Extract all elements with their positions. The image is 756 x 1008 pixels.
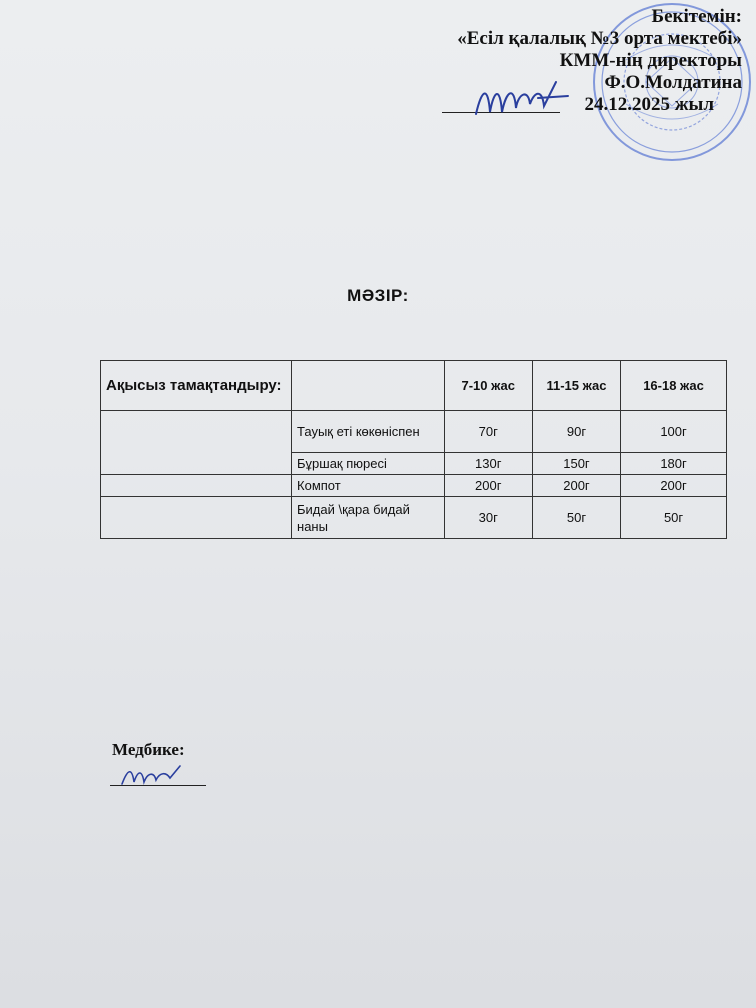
approval-line-2: «Есіл қалалық №3 орта мектебі»: [457, 28, 742, 49]
director-signature: [472, 78, 572, 122]
table-cell: 200г: [621, 475, 727, 497]
table-cell: 150г: [532, 453, 620, 475]
table-header-cell: 7-10 жас: [444, 361, 532, 411]
table-cell: Тауық еті көкөніспен: [292, 411, 445, 453]
table-row: [101, 497, 727, 539]
table-row: [101, 475, 727, 497]
table-cell: Бұршақ пюресі: [292, 453, 445, 475]
nurse-label: Медбике:: [112, 740, 185, 759]
table-header-cell: [292, 361, 445, 411]
approval-line-4: Ф.О.Молдатина: [604, 72, 742, 93]
table-cell: Бидай \қара бидай наны: [292, 497, 445, 539]
table-cell: 50г: [621, 497, 727, 539]
table-header-cell: 11-15 жас: [532, 361, 620, 411]
table-cell: 70г: [444, 411, 532, 453]
table-cell: [101, 475, 292, 497]
table-cell: 90г: [532, 411, 620, 453]
table-cell: 180г: [621, 453, 727, 475]
table-cell: [101, 497, 292, 539]
menu-table: [100, 360, 727, 539]
table-cell: 130г: [444, 453, 532, 475]
table-header-row: [101, 361, 727, 411]
table-cell: 50г: [532, 497, 620, 539]
table-cell: [101, 453, 292, 475]
table-header-cell: 16-18 жас: [621, 361, 727, 411]
table-cell: 200г: [532, 475, 620, 497]
approval-line-1: Бекітемін:: [651, 6, 742, 27]
table-cell: 30г: [444, 497, 532, 539]
table-cell: Компот: [292, 475, 445, 497]
table-cell: [101, 411, 292, 453]
approval-line-3: КММ-нің директоры: [559, 50, 742, 71]
nurse-signature: [118, 762, 188, 788]
table-cell: 100г: [621, 411, 727, 453]
table-row: [101, 453, 727, 475]
table-cell: 200г: [444, 475, 532, 497]
table-row: [101, 411, 727, 453]
menu-title: МӘЗІР:: [347, 286, 409, 305]
approval-line-5: 24.12.2025 жыл: [584, 94, 714, 115]
table-header-cell: Ақысыз тамақтандыру:: [101, 361, 292, 411]
